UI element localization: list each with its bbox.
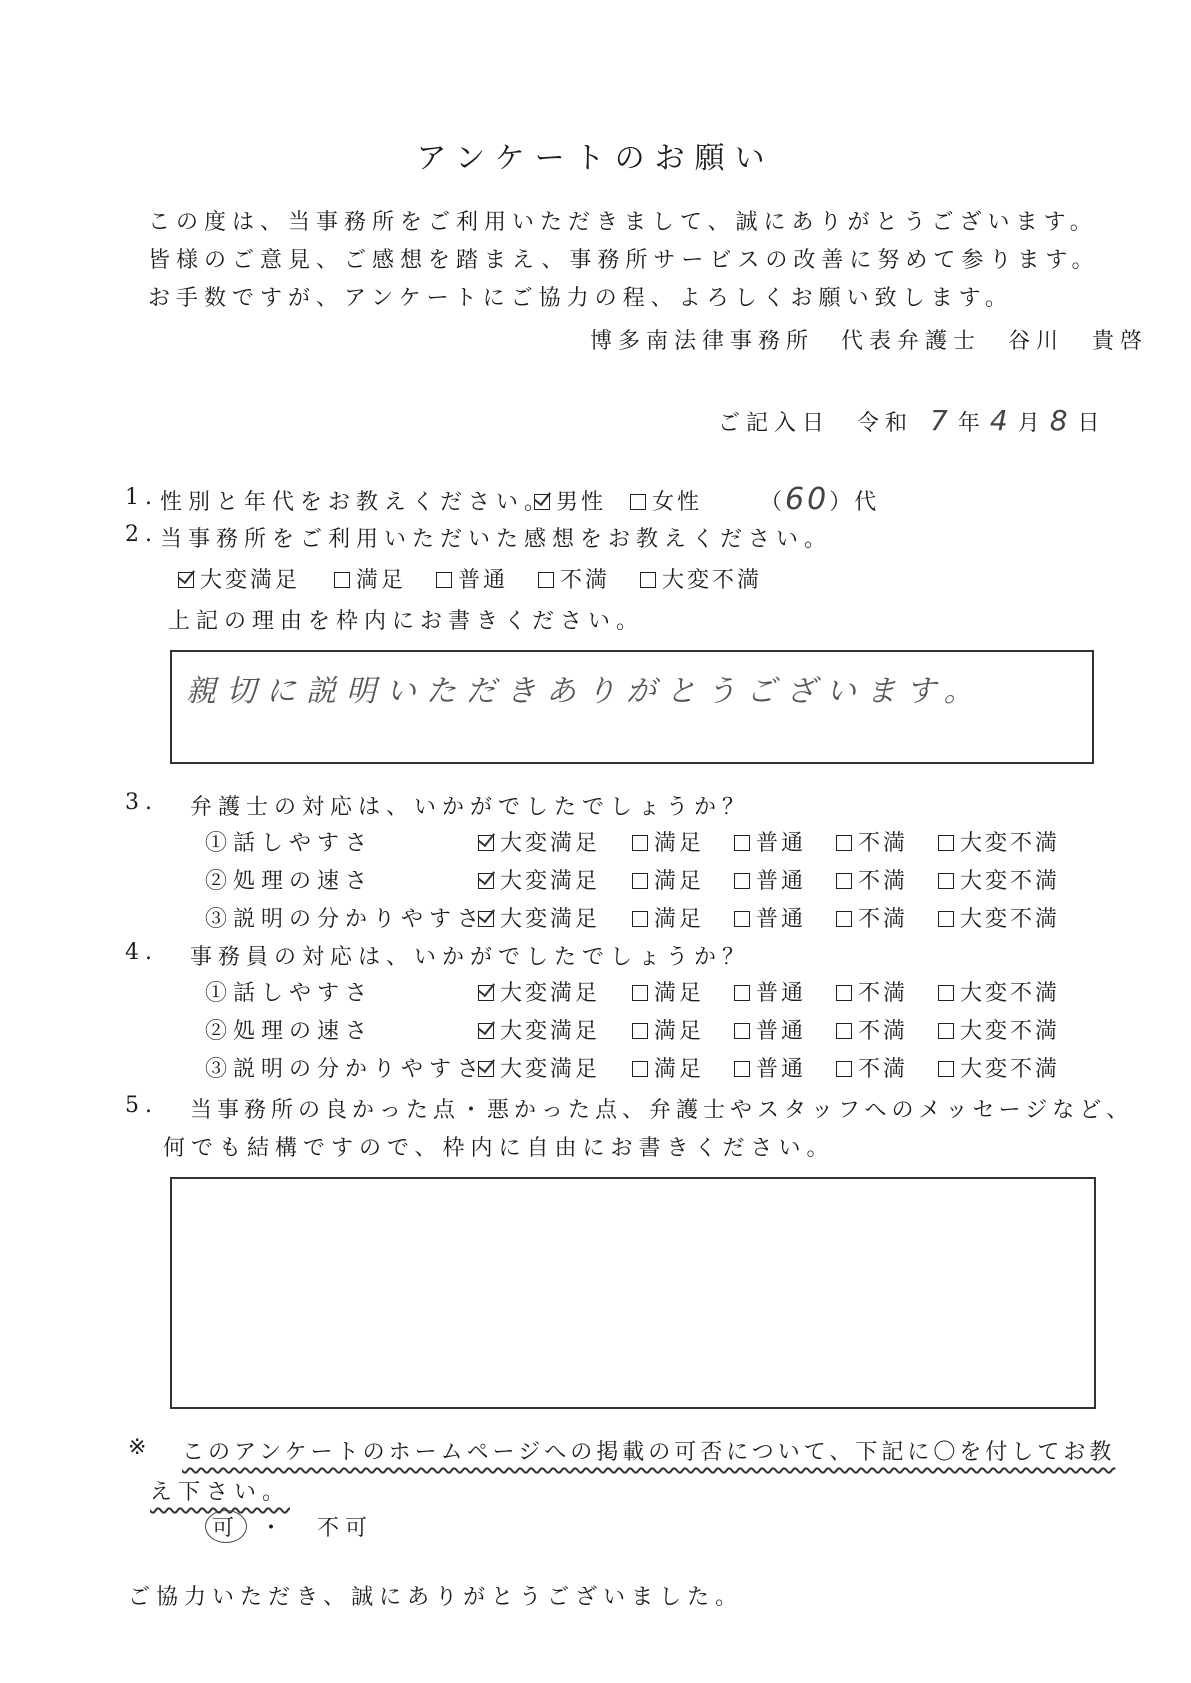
office-name: 博多南法律事務所 [590,329,815,354]
date-year-unit: 年 [957,411,986,436]
q5-line-1: 当事務所の良かった点・悪かった点、弁護士やスタッフへのメッセージなど、 [190,1098,1134,1123]
q3-3-very-satisfied[interactable] [478,902,600,933]
q4-1-neutral[interactable] [734,976,806,1007]
q5-number: 5. [125,1093,158,1118]
q1-age [760,482,879,517]
q2-option-very-dissatisfied[interactable] [640,563,762,594]
checkbox-icon[interactable] [632,911,648,927]
checkbox-icon[interactable] [538,572,554,588]
checkbox-icon[interactable] [436,572,452,588]
checkbox-checked-icon[interactable] [478,1023,494,1039]
q3-2-very-satisfied[interactable] [478,864,600,895]
option-label: 大変満足 [500,831,601,856]
consent-no-option[interactable]: 不可 [317,1516,374,1541]
option-label: 不満 [858,831,909,856]
consent-line-2: え下さい。 [150,1480,291,1505]
checkbox-icon[interactable] [632,1023,648,1039]
checkbox-icon[interactable] [938,1023,954,1039]
age-open-paren: （ [760,490,786,515]
checkbox-icon[interactable] [836,1061,852,1077]
date-year[interactable]: 7 [930,404,954,437]
age-close-label: ）代 [829,490,880,515]
option-label: 大変不満 [960,1019,1061,1044]
q3-2-neutral[interactable] [734,864,806,895]
q4-text: 事務員の対応は、いかがでしたでしょうか？ [190,945,751,970]
consent-mark: ※ [128,1435,153,1460]
consent-choices [205,1510,373,1543]
option-label: 大変不満 [960,831,1061,856]
q3-1-very-satisfied[interactable] [478,826,600,857]
checkbox-icon[interactable] [734,985,750,1001]
closing-message: ご協力いただき、誠にありがとうございました。 [128,1585,744,1610]
checkbox-icon[interactable] [938,1061,954,1077]
checkbox-icon[interactable] [836,911,852,927]
q5-line-2: 何でも結構ですので、枠内に自由にお書きください。 [163,1136,835,1161]
q3-item-2: ②処理の速さ [205,869,374,894]
q4-item-3: ③説明の分かりやすさ [205,1057,486,1082]
consent-separator: ・ [260,1516,289,1541]
date-month[interactable]: 4 [989,404,1014,437]
q2-reason-answer: 親切に説明いただきありがとうございます。 [186,674,984,709]
q2-option-very-satisfied[interactable] [178,563,300,594]
checkbox-icon[interactable] [734,1023,750,1039]
q4-3-satisfied[interactable] [632,1052,704,1083]
representative-name: 谷川 貴啓 [1008,329,1149,354]
checkbox-icon[interactable] [836,873,852,889]
q3-item-3: ③説明の分かりやすさ [205,907,486,932]
q4-2-satisfied[interactable] [632,1014,704,1045]
q4-2-neutral[interactable] [734,1014,806,1045]
option-label: 満足 [654,831,705,856]
checkbox-checked-icon[interactable] [478,835,494,851]
checkbox-checked-icon[interactable] [478,911,494,927]
intro-line-2: 皆様のご意見、ご感想を踏まえ、事務所サービスの改善に努めて参ります。 [148,248,1100,273]
checkbox-checked-icon[interactable] [478,873,494,889]
option-label: 満足 [654,869,705,894]
option-label: 不満 [858,1057,909,1082]
option-label: 大変満足 [200,568,301,593]
option-label: 普通 [458,568,509,593]
q2-option-neutral[interactable] [436,563,508,594]
date-day-unit: 日 [1077,411,1106,436]
representative-role: 代表弁護士 [841,329,982,354]
checkbox-icon[interactable] [632,873,648,889]
option-label: 大変満足 [500,907,601,932]
option-label: 普通 [756,1057,807,1082]
option-label: 満足 [356,568,407,593]
option-label: 満足 [654,1019,705,1044]
q3-3-very-dissatisfied[interactable] [938,902,1060,933]
q4-2-very-dissatisfied[interactable] [938,1014,1060,1045]
q4-2-dissatisfied[interactable] [836,1014,908,1045]
option-label: 満足 [654,981,705,1006]
checkbox-icon[interactable] [734,835,750,851]
option-label: 普通 [756,907,807,932]
intro-line-1: この度は、当事務所をご利用いただきまして、誠にありがとうございます。 [148,210,1098,235]
q4-1-satisfied[interactable] [632,976,704,1007]
checkbox-icon[interactable] [836,1023,852,1039]
q4-item-2: ②処理の速さ [205,1019,374,1044]
checkbox-checked-icon[interactable] [178,572,194,588]
checkbox-icon[interactable] [632,1061,648,1077]
checkbox-icon[interactable] [938,911,954,927]
checkbox-icon[interactable] [632,835,648,851]
q1-female-option[interactable] [630,485,702,516]
option-label: 大変満足 [500,1019,601,1044]
q4-1-dissatisfied[interactable] [836,976,908,1007]
date-era: 令和 [857,411,914,436]
q4-3-neutral[interactable] [734,1052,806,1083]
q3-number: 3. [125,790,158,815]
option-label: 大変不満 [960,869,1061,894]
checkbox-icon[interactable] [630,494,646,510]
q5-comment-box[interactable] [170,1177,1096,1409]
consent-line-1: このアンケートのホームページへの掲載の可否について、下記に〇を付してお教 [182,1440,1116,1465]
option-label: 普通 [756,869,807,894]
q3-2-dissatisfied[interactable] [836,864,908,895]
q3-3-satisfied[interactable] [632,902,704,933]
option-label: 普通 [756,831,807,856]
date-month-unit: 月 [1017,411,1046,436]
signature [590,324,1148,355]
checkbox-icon[interactable] [938,985,954,1001]
q4-3-very-satisfied[interactable] [478,1052,600,1083]
q3-3-neutral[interactable] [734,902,806,933]
q1-number: 1. [125,485,158,510]
q4-1-very-satisfied[interactable] [478,976,600,1007]
checkbox-checked-icon[interactable] [478,1061,494,1077]
option-label: 普通 [756,981,807,1006]
option-label: 大変不満 [662,568,763,593]
option-label: 不満 [858,981,909,1006]
q3-1-dissatisfied[interactable] [836,826,908,857]
checkbox-icon[interactable] [836,835,852,851]
entry-date [718,404,1106,437]
checkbox-icon[interactable] [938,835,954,851]
female-label: 女性 [652,490,703,515]
q4-2-very-satisfied[interactable] [478,1014,600,1045]
q3-2-satisfied[interactable] [632,864,704,895]
checkbox-icon[interactable] [734,911,750,927]
q4-item-1: ①話しやすさ [205,981,374,1006]
date-label: ご記入日 [718,411,831,436]
checkbox-icon[interactable] [734,1061,750,1077]
option-label: 不満 [858,1019,909,1044]
checkbox-icon[interactable] [836,985,852,1001]
q2-number: 2. [125,522,158,547]
option-label: 不満 [858,907,909,932]
q3-1-very-dissatisfied[interactable] [938,826,1060,857]
checkbox-checked-icon[interactable] [478,985,494,1001]
checkbox-icon[interactable] [938,873,954,889]
option-label: 大変不満 [960,907,1061,932]
q4-3-dissatisfied[interactable] [836,1052,908,1083]
option-label: 不満 [858,869,909,894]
checkbox-checked-icon[interactable] [534,494,550,510]
q3-2-very-dissatisfied[interactable] [938,864,1060,895]
q4-1-very-dissatisfied[interactable] [938,976,1060,1007]
age-value[interactable]: 60 [785,482,830,517]
q3-text: 弁護士の対応は、いかがでしたでしょうか？ [190,795,751,820]
page-title: アンケートのお願い [416,141,775,176]
checkbox-icon[interactable] [334,572,350,588]
option-label: 満足 [654,907,705,932]
q4-number: 4. [125,940,158,965]
checkbox-icon[interactable] [734,873,750,889]
option-label: 大変不満 [960,1057,1061,1082]
male-label: 男性 [556,490,607,515]
q2-reason-box[interactable] [170,650,1094,764]
q4-3-very-dissatisfied[interactable] [938,1052,1060,1083]
q2-option-satisfied[interactable] [334,563,406,594]
q1-male-option[interactable] [534,485,606,516]
q3-3-dissatisfied[interactable] [836,902,908,933]
q2-text: 当事務所をご利用いただいた感想をお教えください。 [160,527,833,552]
q2-reason-prompt: 上記の理由を枠内にお書きください。 [168,609,645,634]
option-label: 大変満足 [500,1057,601,1082]
date-day[interactable]: 8 [1049,404,1074,437]
checkbox-icon[interactable] [640,572,656,588]
option-label: 不満 [560,568,611,593]
q3-item-1: ①話しやすさ [205,831,374,856]
q3-1-neutral[interactable] [734,826,806,857]
q3-1-satisfied[interactable] [632,826,704,857]
checkbox-icon[interactable] [632,985,648,1001]
option-label: 満足 [654,1057,705,1082]
intro-line-3: お手数ですが、アンケートにご協力の程、よろしくお願い致します。 [148,286,1013,311]
q1-text: 性別と年代をお教えください。 [160,490,553,515]
option-label: 大変満足 [500,869,601,894]
option-label: 大変不満 [960,981,1061,1006]
consent-yes-option[interactable]: 可 [205,1510,247,1543]
option-label: 大変満足 [500,981,601,1006]
q2-option-dissatisfied[interactable] [538,563,610,594]
option-label: 普通 [756,1019,807,1044]
